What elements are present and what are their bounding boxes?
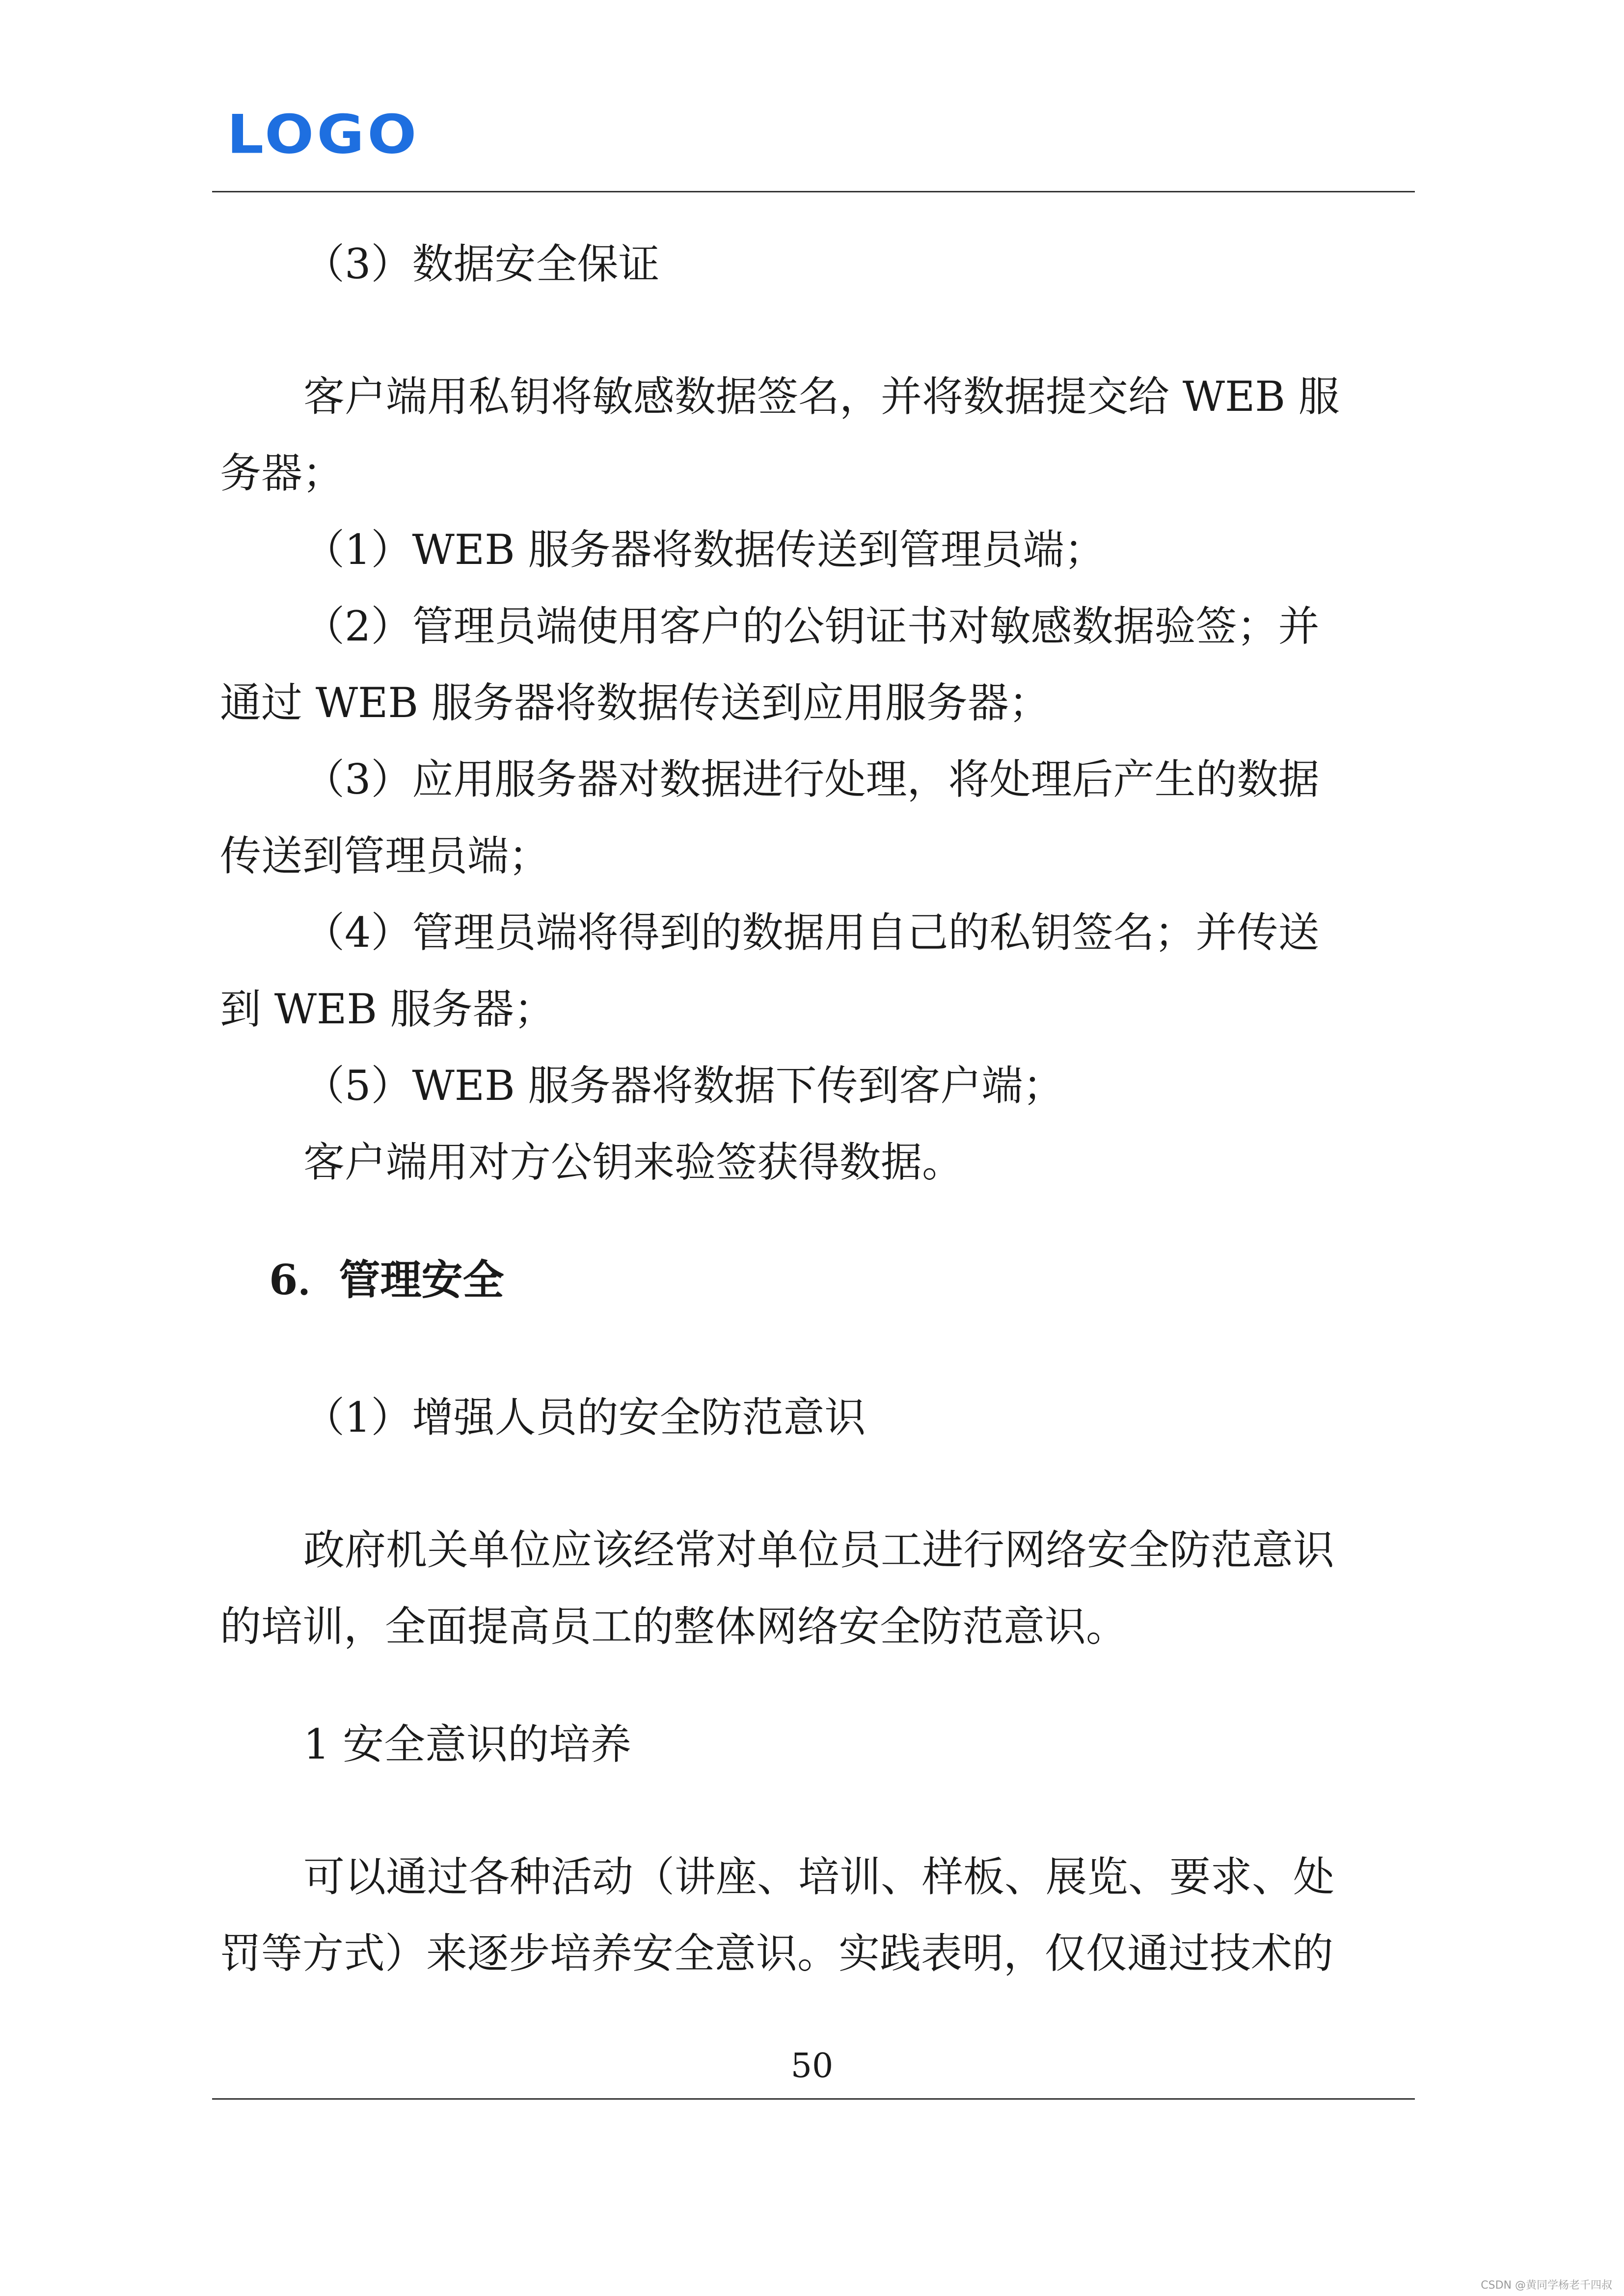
header-divider [212, 191, 1415, 192]
section-heading-management-security: 6．管理安全 [269, 1255, 504, 1304]
paragraph-line: 政府机关单位应该经常对单位员工进行网络安全防范意识 [303, 1526, 1335, 1574]
subsection-heading-data-security: （3）数据安全保证 [303, 240, 660, 288]
list-item-5: （5）WEB 服务器将数据下传到客户端； [303, 1062, 1064, 1110]
paragraph-line: 务器； [220, 449, 344, 497]
logo: LOGO [227, 103, 420, 166]
paragraph-line: 客户端用对方公钥来验签获得数据。 [303, 1138, 964, 1186]
list-item-3: （3）应用服务器对数据进行处理，将处理后产生的数据 [303, 755, 1320, 803]
subsection-heading-security-awareness: （1）增强人员的安全防范意识 [303, 1393, 866, 1442]
list-item-2-continued: 通过 WEB 服务器将数据传送到应用服务器； [220, 679, 1050, 727]
list-item-4: （4）管理员端将得到的数据用自己的私钥签名；并传送 [303, 908, 1320, 957]
paragraph-line: 可以通过各种活动（讲座、培训、样板、展览、要求、处 [303, 1853, 1335, 1901]
list-item-2: （2）管理员端使用客户的公钥证书对敏感数据验签；并 [303, 602, 1320, 650]
watermark: CSDN @黄同学杨老千四叔 [1481, 2279, 1612, 2292]
paragraph-line: 的培训，全面提高员工的整体网络安全防范意识。 [220, 1602, 1128, 1651]
list-item-3-continued: 传送到管理员端； [220, 832, 550, 880]
subsection-heading-awareness-cultivation: 1 安全意识的培养 [303, 1720, 632, 1768]
footer-divider [212, 2098, 1415, 2100]
page-number: 50 [790, 2047, 834, 2085]
list-item-4-continued: 到 WEB 服务器； [220, 985, 555, 1033]
paragraph-line: 客户端用私钥将敏感数据签名，并将数据提交给 WEB 服 [303, 373, 1340, 421]
list-item-1: （1）WEB 服务器将数据传送到管理员端； [303, 526, 1106, 574]
paragraph-line: 罚等方式）来逐步培养安全意识。实践表明，仅仅通过技术的 [220, 1929, 1334, 1977]
